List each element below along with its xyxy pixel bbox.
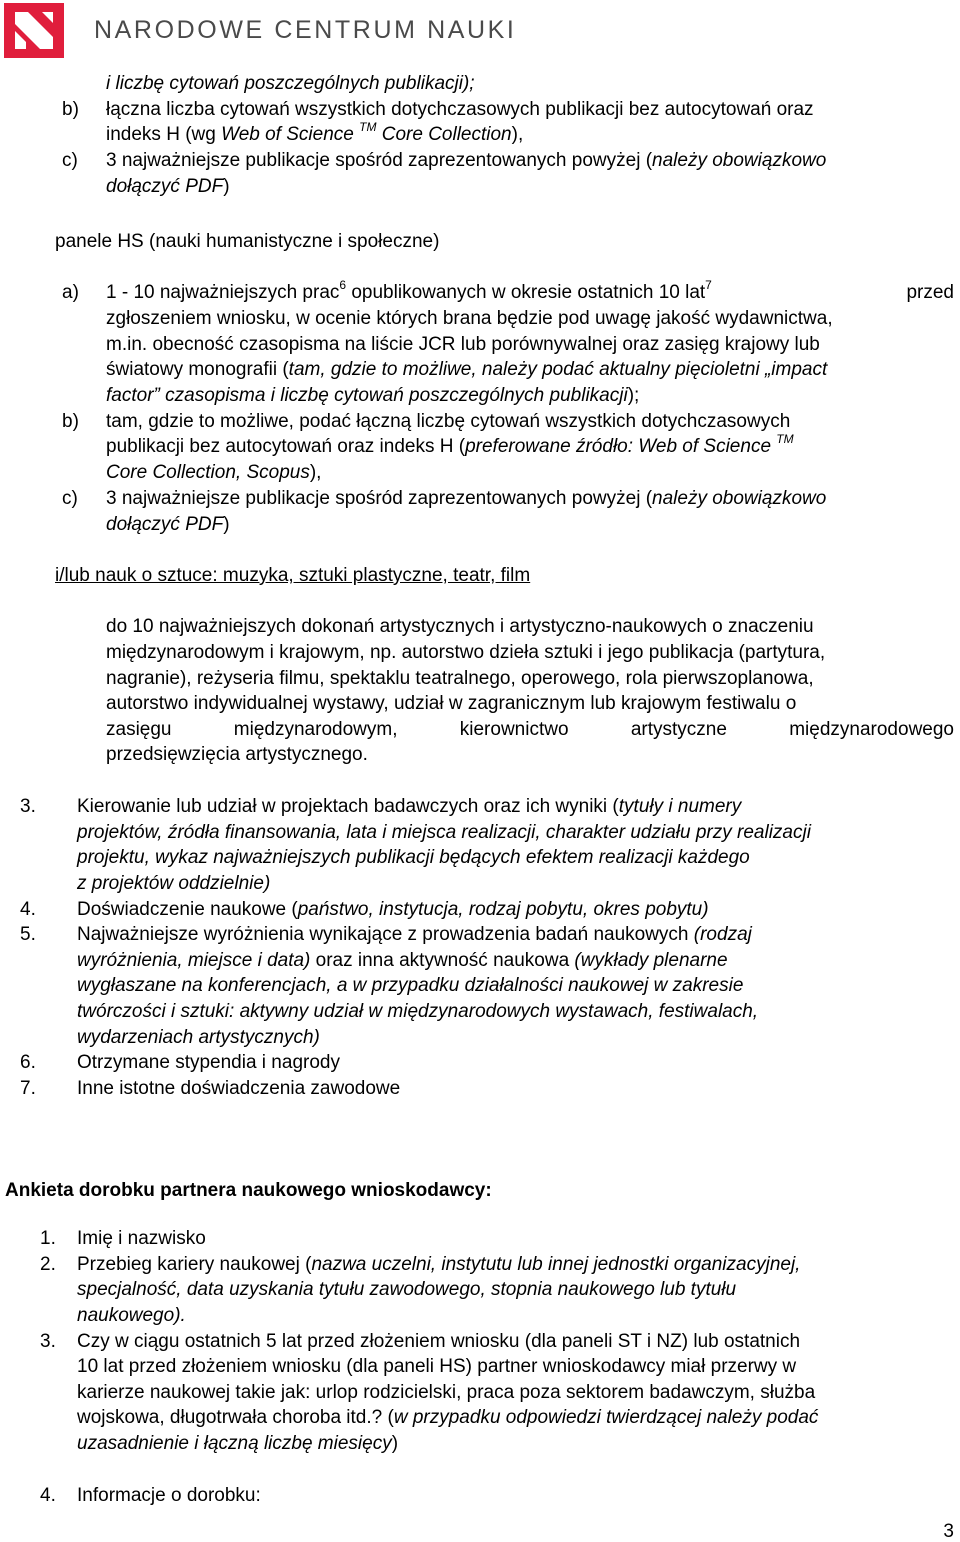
list-item: wygłaszane na konferencjach, a w przypadku działalności naukowej w zakresie [77,975,744,996]
list-number: 6. [20,1052,36,1073]
list-item: karierze naukowej takie jak: urlop rodzicielski, praca poza sektorem badawczym, służba [77,1382,816,1403]
list-item: projektów, źródła finansowania, lata i miejsca realizacji, charakter udziału przy realizacji [77,822,811,843]
list-item: Czy w ciągu ostatnich 5 lat przed złożeniem wniosku (dla paneli ST i NZ) lub ostatnich [77,1331,801,1352]
list-item: zgłoszeniem wniosku, w ocenie których brana będzie pod uwagę jakość wydawnictwa, [106,308,833,329]
list-item: z projektów oddzielnie) [77,873,271,894]
paragraph-line: międzynarodowym i krajowym, np. autorstwo dzieła sztuki i jego publikacja (partytura, [106,642,826,663]
list-item: dołączyć PDF) [106,176,230,197]
list-label: c) [62,488,78,509]
list-number: 4. [20,899,36,920]
list-item: wydarzeniach artystycznych) [77,1027,320,1048]
list-item: 10 lat przed złożeniem wniosku (dla paneli HS) partner wnioskodawcy miał przerwy w [77,1356,797,1377]
list-item: m.in. obecność czasopisma na liście JCR lub porównywalnej oraz zasięg krajowy lub [106,334,820,355]
paragraph-line: nagranie), reżyseria filmu, spektaklu teatralnego, operowego, rola pierwszoplanowa, [106,668,814,689]
list-item: Doświadczenie naukowe (państwo, instytucja, rodzaj pobytu, okres pobytu) [77,899,709,920]
list-item: 1 - 10 najważniejszych prac$^6$ opublikowanych w okresie ostatnich 10 lat$^7$ przed [106,277,954,303]
list-label: c) [62,150,78,171]
paragraph-line: do 10 najważniejszych dokonań artystycznych i artystyczno-naukowych o znaczeniu [106,616,814,637]
list-item: Najważniejsze wyróżnienia wynikające z prowadzenia badań naukowych (rodzaj [77,924,752,945]
ncn-logo-icon [4,3,64,58]
list-item: twórczości i sztuki: aktywny udział w międzynarodowych wystawach, festiwalach, [77,1001,759,1022]
list-item: publikacji bez autocytowań oraz indeks H (preferowane źródło: Web of Science ™ [106,431,794,457]
list-item: Kierowanie lub udział w projektach badawczych oraz ich wyniki (tytuły i numery [77,796,742,817]
list-item: 3 najważniejsze publikacje spośród zaprezentowanych powyżej (należy obowiązkowo [106,488,827,509]
section-heading: panele HS (nauki humanistyczne i społeczne) [55,231,440,252]
list-number: 3. [40,1331,56,1352]
list-number: 7. [20,1078,36,1099]
list-item: naukowego). [77,1305,186,1326]
paragraph-line: przedsięwzięcia artystycznego. [106,744,368,765]
list-number: 3. [20,796,36,817]
list-item: wojskowa, długotrwała choroba itd.? (w przypadku odpowiedzi twierdzącej należy podać [77,1407,819,1428]
list-item: projektu, wykaz najważniejszych publikacji będących efektem realizacji każdego [77,847,750,868]
list-item: Core Collection, Scopus), [106,462,322,483]
list-number: 5. [20,924,36,945]
section-heading: Ankieta dorobku partnera naukowego wnioskodawcy: [5,1180,492,1201]
list-item: 3 najważniejsze publikacje spośród zaprezentowanych powyżej (należy obowiązkowo [106,150,827,171]
list-number: 2. [40,1254,56,1275]
list-item: światowy monografii (tam, gdzie to możliwe, należy podać aktualny pięcioletni „impact [106,359,828,380]
section-heading: i/lub nauk o sztuce: muzyka, sztuki plastyczne, teatr, film [55,565,531,586]
list-item: Imię i nazwisko [77,1228,206,1249]
page-number: 3 [943,1521,954,1542]
list-item: dołączyć PDF) [106,514,230,535]
list-item: Przebieg kariery naukowej (nazwa uczelni, instytutu lub innej jednostki organizacyjnej, [77,1254,801,1275]
list-item: i liczbę cytowań poszczególnych publikacji); [106,73,475,94]
list-label: a) [62,282,79,303]
list-number: 1. [40,1228,56,1249]
list-item: tam, gdzie to możliwe, podać łączną liczbę cytowań wszystkich dotychczasowych [106,411,791,432]
list-label: b) [62,99,79,120]
page-header [0,0,960,62]
list-item: Informacje o dorobku: [77,1485,261,1506]
list-item: uzasadnienie i łączną liczbę miesięcy) [77,1433,399,1454]
list-item: wyróżnienia, miejsce i data) oraz inna aktywność naukowa (wykłady plenarne [77,950,728,971]
list-item: łączna liczba cytowań wszystkich dotychczasowych publikacji bez autocytowań oraz [106,99,814,120]
list-item: specjalność, data uzyskania tytułu zawodowego, stopnia naukowego lub tytułu [77,1279,737,1300]
list-item: Inne istotne doświadczenia zawodowe [77,1078,401,1099]
list-item: indeks H (wg Web of Science ™ Core Collection), [106,119,524,145]
list-item: Otrzymane stypendia i nagrody [77,1052,340,1073]
list-label: b) [62,411,79,432]
list-item: factor” czasopisma i liczbę cytowań poszczególnych publikacji); [106,385,640,406]
list-number: 4. [40,1485,56,1506]
paragraph-line: autorstwo indywidualnej wystawy, udział w zagranicznym lub krajowym festiwalu o [106,693,797,714]
paragraph-line: zasięgu międzynarodowym, kierownictwo artystyczne międzynarodowego [106,719,954,740]
brand-name: NARODOWE CENTRUM NAUKI [94,16,517,44]
